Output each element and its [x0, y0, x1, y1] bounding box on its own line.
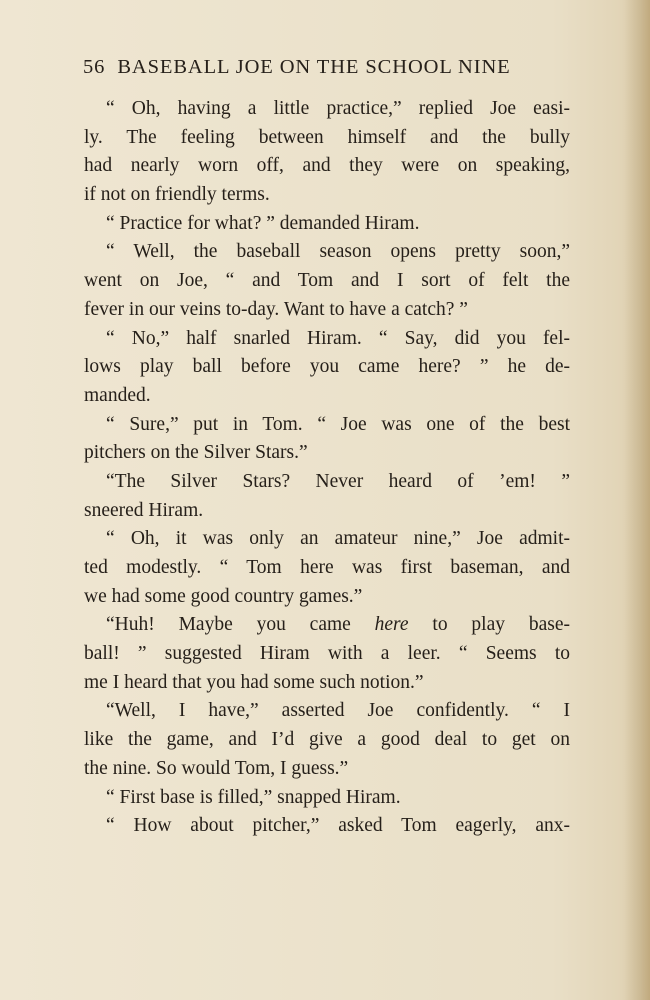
text-line: ted modestly. “ Tom here was first baseman, and — [84, 557, 570, 578]
text-line: the nine. So would Tom, I guess.” — [84, 757, 349, 779]
text-line: manded. — [84, 384, 151, 406]
text-line: went on Joe, “ and Tom and I sort of felt the — [84, 270, 570, 292]
text-line: pitchers on the Silver Stars.” — [84, 442, 308, 464]
text-segment: “Huh! Maybe you came — [106, 614, 351, 636]
text-segment: to play base- — [432, 614, 570, 636]
text-line: fever in our veins to-day. Want to have a catch? ” — [84, 298, 468, 320]
text-line: ly. The feeling between himself and the bully — [84, 126, 570, 148]
text-line: “ First base is filled,” snapped Hiram. — [106, 786, 401, 808]
text-line: like the game, and I’d give a good deal to get on — [84, 729, 570, 751]
text-line: we had some good country games.” — [84, 585, 363, 607]
text-line: “ Oh, it was only an amateur nine,” Joe admit- — [106, 528, 570, 550]
running-header — [83, 56, 569, 86]
text-line: me I heard that you had some such notion.” — [84, 671, 424, 693]
text-line: sneered Hiram. — [84, 499, 204, 521]
page-number: 56 — [83, 56, 106, 78]
text-line: had nearly worn off, and they were on speaking, — [84, 155, 570, 177]
text-line: “ No,” half snarled Hiram. “ Say, did you fel- — [106, 327, 570, 349]
text-line: “The Silver Stars? Never heard of ’em! ” — [106, 470, 570, 492]
text-line: “ Oh, having a little practice,” replied Joe easi- — [106, 98, 570, 119]
text-line: ball! ” suggested Hiram with a leer. “ Seems to — [84, 643, 570, 665]
text-line: “ Well, the baseball season opens pretty soon,” — [106, 241, 570, 263]
italic-word: here — [374, 614, 409, 636]
text-line — [84, 611, 570, 640]
body-text — [84, 95, 570, 841]
text-line: “ Practice for what? ” demanded Hiram. — [106, 212, 420, 234]
running-title: BASEBALL JOE ON THE SCHOOL NINE — [117, 56, 511, 78]
page-edge-shadow — [624, 0, 650, 1000]
text-line: “Well, I have,” asserted Joe confidently. “ I — [106, 700, 570, 722]
text-line: “ How about pitcher,” asked Tom eagerly, anx- — [106, 815, 570, 837]
text-line: “ Sure,” put in Tom. “ Joe was one of the best — [106, 413, 570, 435]
text-line: lows play ball before you came here? ” he de- — [84, 356, 570, 378]
text-line: if not on friendly terms. — [84, 184, 270, 206]
